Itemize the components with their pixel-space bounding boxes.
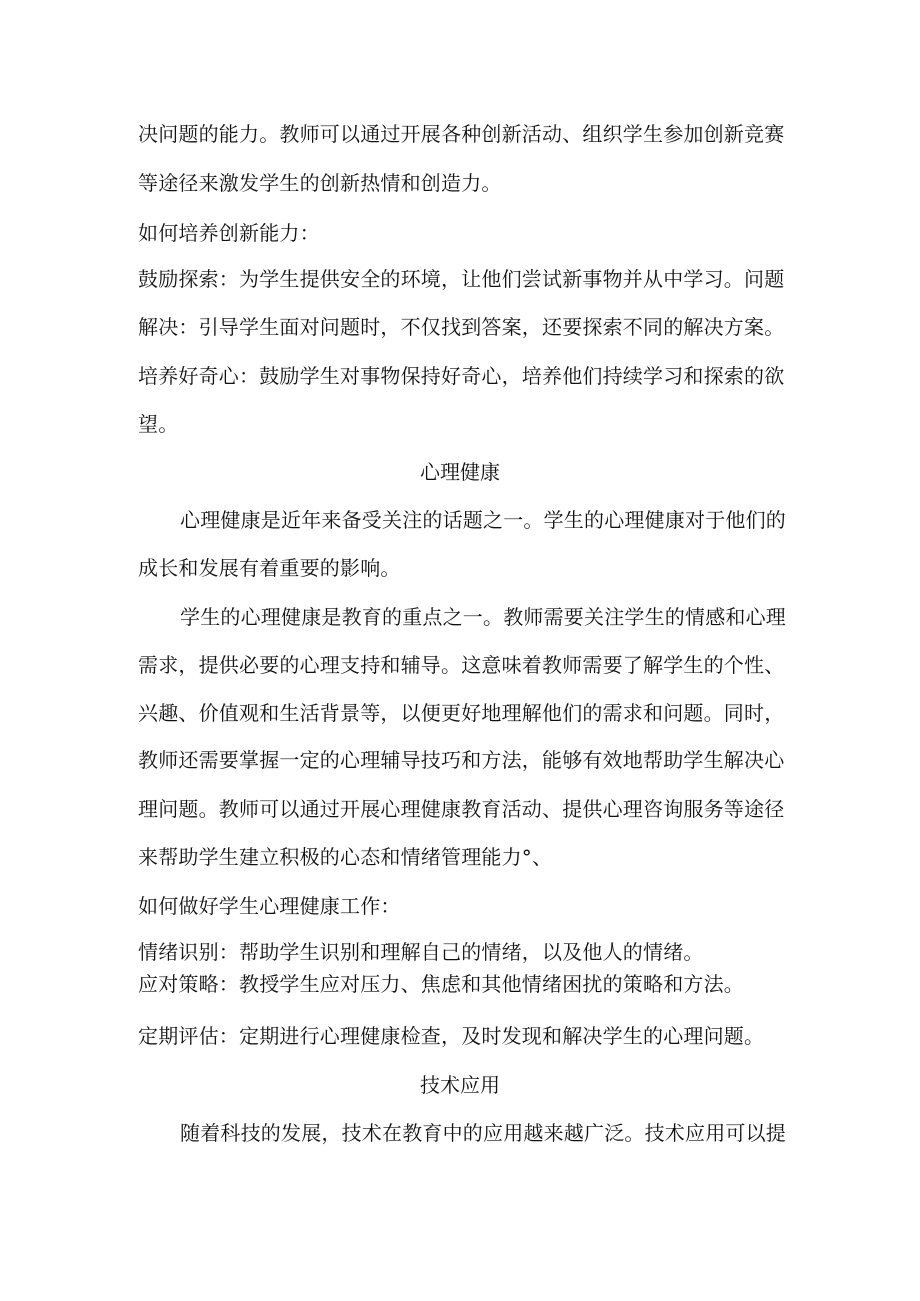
text-line: 望。 xyxy=(138,412,179,436)
section-heading-mental-health: 心理健康 xyxy=(420,460,500,484)
text-line: 如何培养创新能力： xyxy=(138,221,320,245)
text-line: 决问题的能力。教师可以通过开展各种创新活动、组织学生参加创新竞赛 xyxy=(138,122,785,146)
text-line: 兴趣、价值观和生活背景等，以便更好地理解他们的需求和问题。同时， xyxy=(138,701,785,725)
list-item: 应对策略：教授学生应对压力、焦虑和其他情绪困扰的策略和方法。 xyxy=(138,972,744,996)
text-line: 鼓励探索：为学生提供安全的环境，让他们尝试新事物并从中学习。问题 xyxy=(138,267,785,291)
text-line: 来帮助学生建立积极的心态和情绪管理能力°、 xyxy=(138,845,553,869)
text-line: 随着科技的发展，技术在教育中的应用越来越广泛。技术应用可以提 xyxy=(180,1121,786,1145)
list-item: 定期评估：定期进行心理健康检查，及时发现和解决学生的心理问题。 xyxy=(138,1024,765,1048)
text-line: 心理健康是近年来备受关注的话题之一。学生的心理健康对于他们的 xyxy=(180,508,786,532)
text-line: 如何做好学生心理健康工作： xyxy=(138,894,401,918)
section-heading-technology: 技术应用 xyxy=(420,1073,500,1097)
text-line: 学生的心理健康是教育的重点之一。教师需要关注学生的情感和心理 xyxy=(180,605,786,629)
text-line: 成长和发展有着重要的影响。 xyxy=(138,556,401,580)
text-line: 培养好奇心：鼓励学生对事物保持好奇心，培养他们持续学习和探索的欲 xyxy=(138,364,785,388)
text-line: 教师还需要掌握一定的心理辅导技巧和方法，能够有效地帮助学生解决心 xyxy=(138,748,785,772)
text-line: 解决：引导学生面对问题时，不仅找到答案，还要探索不同的解决方案。 xyxy=(138,315,785,339)
text-line: 等途径来激发学生的创新热情和创造力。 xyxy=(138,171,502,195)
text-line: 理问题。教师可以通过开展心理健康教育活动、提供心理咨询服务等途径 xyxy=(138,797,785,821)
list-item: 情绪识别：帮助学生识别和理解自己的情绪，以及他人的情绪。 xyxy=(138,940,704,964)
text-line: 需求，提供必要的心理支持和辅导。这意味着教师需要了解学生的个性、 xyxy=(138,653,785,677)
